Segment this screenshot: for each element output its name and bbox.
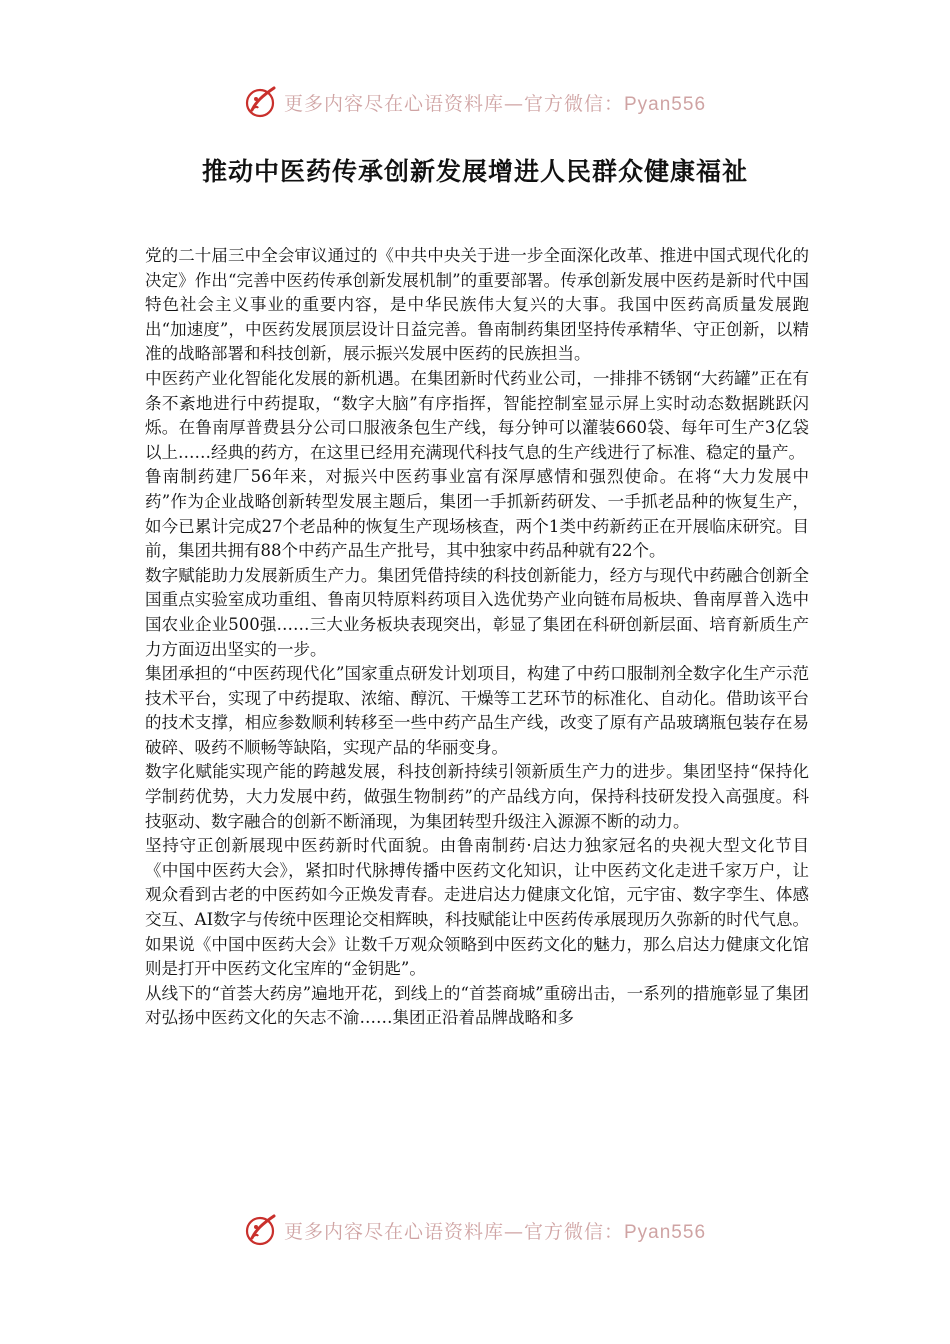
paragraph-5: 集团承担的“中医药现代化”国家重点研发计划项目，构建了中药口服制剂全数字化生产示范技术平台，实现了中药提取、浓缩、醇沉、干燥等工艺环节的标准化、自动化。借助该平台的技术支撑，相应参数顺利转移至一些中药产品生产线，改变了原有产品玻璃瓶包装存在易破碎、吸药不顺畅等缺陷，实现产品的华丽变身。 <box>145 664 809 757</box>
header-watermark-text: 更多内容尽在心语资料库—官方微信：Pyan556 <box>283 92 707 115</box>
brush-logo-icon <box>244 1212 280 1248</box>
paragraph-7: 坚持守正创新展现中医药新时代面貌。由鲁南制药·启达力独家冠名的央视大型文化节目《中国中医药大会》，紧扣时代脉搏传播中医药文化知识，让中医药文化走进千家万户，让观众看到古老的中医药如今正焕发青春。走进启达力健康文化馆，元宇宙、数字孪生、体感交互、AI数字与传统中医理论交相辉映，科技赋能让中医药传承展现历久弥新的时代气息。如果说《中国中医药大会》让数千万观众领略到中医药文化的魅力，那么启达力健康文化馆则是打开中医药文化宝库的“金钥匙”。 <box>145 836 809 979</box>
footer-wechat-id: Pyan556 <box>624 1221 707 1243</box>
footer-watermark-banner <box>0 1210 950 1250</box>
footer-watermark-text: 更多内容尽在心语资料库—官方微信：Pyan556 <box>283 1220 707 1243</box>
article-body <box>145 244 809 1031</box>
page-title: 推动中医药传承创新发展增进人民群众健康福祉 <box>201 157 748 186</box>
paragraph-6: 数字化赋能实现产能的跨越发展，科技创新持续引领新质生产力的进步。集团坚持“保持化学制药优势，大力发展中药，做强生物制药”的产品线方向，保持科技研发投入高强度。科技驱动、数字融合的创新不断涌现，为集团转型升级注入源源不断的动力。 <box>145 762 809 831</box>
brush-logo-icon <box>244 84 280 120</box>
paragraph-8: 从线下的“首荟大药房”遍地开花，到线上的“首荟商城”重磅出击，一系列的措施彰显了集团对弘扬中医药文化的矢志不渝……集团正沿着品牌战略和多 <box>145 983 809 1028</box>
paragraph-2: 中医药产业化智能化发展的新机遇。在集团新时代药业公司，一排排不锈钢“大药罐”正在有条不紊地进行中药提取，“数字大脑”有序指挥，智能控制室显示屏上实时动态数据跳跃闪烁。在鲁南厚普费县分公司口服液条包生产线，每分钟可以灌装660袋、每年可生产3亿袋以上……经典的药方，在这里已经用充满现代科技气息的生产线进行了标准、稳定的量产。 <box>145 368 809 462</box>
header-wechat-id: Pyan556 <box>624 93 707 115</box>
paragraph-1: 党的二十届三中全会审议通过的《中共中央关于进一步全面深化改革、推进中国式现代化的决定》作出“完善中医药传承创新发展机制”的重要部署。传承创新发展中医药是新时代中国特色社会主义事业的重要内容，是中华民族伟大复兴的大事。我国中医药高质量发展跑出“加速度”，中医药发展顶层设计日益完善。鲁南制药集团坚持传承精华、守正创新，以精准的战略部署和科技创新，展示振兴发展中医药的民族担当。 <box>145 246 809 364</box>
header-watermark-banner <box>0 82 950 122</box>
paragraph-4: 数字赋能助力发展新质生产力。集团凭借持续的科技创新能力，经方与现代中药融合创新全国重点实验室成功重组、鲁南贝特原料药项目入选优势产业向链布局板块、鲁南厚普入选中国农业企业500强……三大业务板块表现突出，彰显了集团在科研创新层面、培育新质生产力方面迈出坚实的一步。 <box>145 565 809 659</box>
paragraph-3: 鲁南制药建厂56年来，对振兴中医药事业富有深厚感情和强烈使命。在将“大力发展中药”作为企业战略创新转型发展主题后，集团一手抓新药研发、一手抓老品种的恢复生产，如今已累计完成27个老品种的恢复生产现场核查，两个1类中药新药正在开展临床研究。目前，集团共拥有88个中药产品生产批号，其中独家中药品种就有22个。 <box>145 467 809 561</box>
